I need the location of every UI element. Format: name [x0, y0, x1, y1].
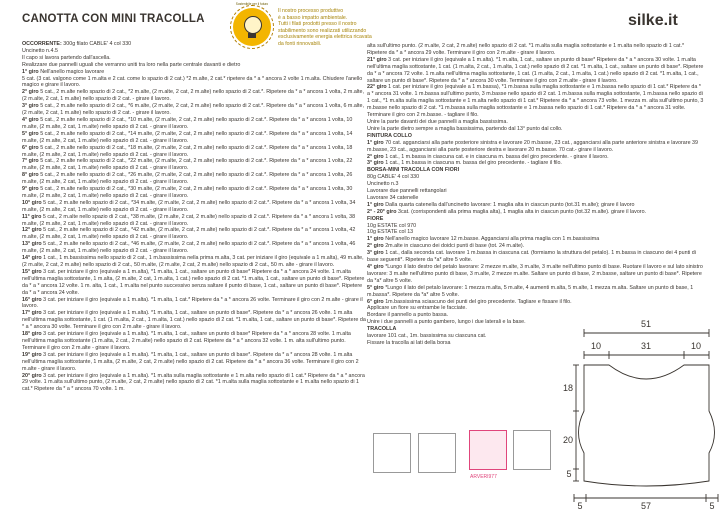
- instruction-row: alta sull'ultimo punto. (2 m.alte, 2 cat, 2 m.alte) nello spazio di 2 cat. *1 m.alta sulla maglia sottostante e 1 m.alta nello spazio di 1 cat.* Ripetere da * a * ancora 29 volte. Terminare il giro con 2 m.alte - girare il lavoro.: [367, 43, 685, 56]
- materials: OCCORRENTE: 300g filato CABLE' 4 col 330 Uncinetto n.4.5 Il capo si lavora partendo dall'ascella. Realizzare due pannelli uguali che verranno uniti tra loro nella parte centrale davanti e dietro 1° giro Nell'anello magico lavorare 5 cat. (3 cat. valgono come 1 m.alta e 2 cat. come lo spazio di 2 cat.) *2 m.alte, 2 cat.* ripetere da * a * ancora 2 volte 1 m.alta. Chiudere l'anello magico e girare il lavoro. 2° giro 5 cat., 2 m.alte nello spazio di 2 cat., *2 m.alte, (2 m.alte, 2 cat, 2 m.alte) nello spazio di 2 cat.*. Ripetere da * a * ancora 1 volta, 2 m.alte, (2 m.alte, 2 cat, 1 m.alte) nello spazio di 2 cat. - girare il lavoro. 3° giro 5 cat., 2 m.alte nello spazio di 2 cat., *6 m.alte, (2 m.alte, 2 cat, 2 m.alte) nello spazio di 2 cat.*. Ripetere da * a * ancora 1 volta, 6 m.alte, (2 m.alte, 2 cat, 1 m.alte) nello spazio di 2 cat. - girare il lavoro. 4° giro 5 cat., 2 m.alte nello spazio di 2 cat., *10 m.alte, (2 m.alte, 2 cat, 2 m.alte) nello spazio di 2 cat.*. Ripetere da * a * ancora 1 volta, 10 m.alte, (2 m.alte, 2 cat, 1 m.alte) nello spazio di 2 cat. - girare il lavoro. 5° giro 5 cat., 2 m.alte nello spazio di 2 cat., *14 m.alte, (2 m.alte, 2 cat, 2 m.alte) nello spazio di 2 cat.*. Ripetere da * a * ancora 1 volta, 14 m.alte, (2 m.alte, 2 cat, 1 m.alte) nello spazio di 2 cat. - girare il lavoro. 6° giro 5 cat., 2 m.alte nello spazio di 2 cat., *18 m.alte, (2 m.alte, 2 cat, 2 m.alte) nello spazio di 2 cat.*. Ripetere da * a * ancora 1 volta, 18 m.alte, (2 m.alte, 2 cat, 1 m.alte) nello spazio di 2 cat. - girare il lavoro. 7° giro 5 cat., 2 m.alte nello spazio di 2 cat., *22 m.alte, (2 m.alte, 2 cat, 2 m.alte) nello spazio di 2 cat.*. Ripetere da * a * ancora 1 volta, 22 m.alte, (2 m.alte, 2 cat, 1 m.alte) nello spazio di 2 cat. - girare il lavoro. 8° giro 5 cat., 2 m.alte nello spazio di 2 cat., *26 m.alte, (2 m.alte, 2 cat, 2 m.alte) nello spazio di 2 cat.*. Ripetere da * a * ancora 1 volta, 26 m.alte, (2 m.alte, 2 cat, 1 m.alte) nello spazio di 2 cat. - girare il lavoro. 9° giro 5 cat., 2 m.alte nello spazio di 2 cat., *30 m.alte, (2 m.alte, 2 cat, 2 m.alte) nello spazio di 2 cat.*. Ripetere da * a * ancora 1 volta, 30 m.alte, (2 m.alte, 2 cat, 1 m.alte) nello spazio di 2 cat. - girare il lavoro. 10° giro 5 cat., 2 m.alte nello spazio di 2 cat., *34 m.alte, (2 m.alte, 2 cat, 2 m.alte) nello spazio di 2 cat.*. Ripetere da * a * ancora 1 volta, 34 m.alte, (2 m.alte, 2 cat, 1 m.alte) nello spazio di 2 cat. - girare il lavoro. 11° giro 5 cat., 2 m.alte nello spazio di 2 cat., *38 m.alte, (2 m.alte, 2 cat, 2 m.alte) nello spazio di 2 cat.*. Ripetere da * a * ancora 1 volta, 38 m.alte, (2 m.alte, 2 cat, 1 m.alte) nello spazio di 2 cat. - girare il lavoro. 12° giro 5 cat., 2 m.alte nello spazio di 2 cat., *42 m.alte, (2 m.alte, 2 cat, 2 m.alte) nello spazio di 2 cat.*. Ripetere da * a * ancora 1 volta, 42 m.alte, (2 m.alte, 2 cat, 1 m.alte) nello spazio di 2 cat. - girare il lavoro. 13° giro 5 cat., 2 m.alte nello spazio di 2 cat., *46 m.alte, (2 m.alte, 2 cat, 2 m.alte) nello spazio di 2 cat.*. Ripetere da * a * ancora 1 volta, 46 m.alte, (2 m.alte, 2 cat, 1 m.alte) nello spazio di 2 cat. - girare il lavoro. 14° giro 1 cat., 1 m.bassissima nello spazio di 2 cat., 1 m.bassissima nella prima m.alta, 3 cat. per iniziare il giro (equivale a 1 m.alta), 49 m.alte, (2 m.alte, 2 cat, 2 m.alte) nello spazio di 2 cat., 50 m.alte, (2 m.alte, 2 cat, 2 m.alte) nello spazio di 2 cat., 50 m. alte - girare il lavoro. 15° giro 3 cat. per iniziare il giro (equivale a 1 m.alta), *1 m.alta, 1 cat., saltare un punto di base* Ripetere da * a * ancora 24 volte. 1 m.alta nell'ultima maglia sottostante, 1 m.alta, (2 m.alte, 2 cat, 1 m.alta, 1 cat.) nello spazio di 2 cat. *1 m.alta, 1 cat., saltare un punto di base*. Ripetere da * a * ancora 12 volte. 1 m. alta, 1 cat., 1 m.alta nel punto successivo senza saltare il punto di base, 1 cat., saltare un punto di base*. Ripetere da * a * ancora 24 volte. 16° giro 3 cat. per iniziare il giro (equivale a 1 m.alta). *1 m.alta, 1 cat.* Ripetere da * a * ancora 26 volte. Terminare il giro con 2 m.alte - girare il lavoro. 17° giro 3 cat. per iniziare il giro (equivale a 1 m.alta). *1 m.alta, 1 cat., saltare un punto di base*. Ripetere da * a * ancora 26 volte. 1 m.alta nell'ultima maglia sottostante, 1 cat. (1 m.alta, 2 cat., 1 m.alta, 1 cat.) nello spazio di 2 cat. *1 m.alta, 1 cat., saltare un punto di base*. Ripetere da * a * ancora 30 volte. Terminare il giro con 2 m.alte - girare il lavoro. 18° giro 3 cat. per iniziare il giro (equivale a 1 m.alta). *1 m.alta, 1 cat., saltare un punto di base* Ripetere da * a * ancora 28 volte. 1 m.alta nell'ultima maglia sottostante (1 m.alta, 2 cat., 2 m.alte) nello spazio di 2 cat. Ripetere da * a * ancora 32 volte. 1 m. alta sull'ultimo punto. Terminare il giro con 2 m.alte - girare il lavoro. 19° giro 3 cat. per iniziare il giro (equivale a 1 m.alta). *1 m.alta, 1 cat., saltare un punto di base*. Ripetere da * a * ancora 28 volte. 1 m.alta nell'ultima maglia sottostante, 1 m.alta, (2 m.alte, 2 cat, 2 m.alte) nello spazio di 2 cat. Ripetere da * a * ancora 36 volte. Terminare il giro con 2 m.alte - girare il lavoro. 20° giro 3 cat. per iniziare il giro (equivale a 1 m.alta). *1 m.alta sulla maglia sottostante e 1 m.alta nello spazio di 1 cat.* Ripetere da * a * ancora 29 volte. 1 m.alta sull'ultimo punto, (2 m.alte, 2 cat, 2 m.alte) nello spazio di 2 cat. *1 m.alta sulla maglia sottostante e 1 m.alta nello spazio di 1 cat.* Ripetere da * a * ancora 70 volte. 1 m.: [22, 41, 366, 393]
- instructions-left: [22, 69, 367, 394]
- instruction-row: Lavorare due pannelli rettangolari: [367, 188, 447, 195]
- instruction-row: Unire la parte dietro sempre a maglia bassissima, partendo dal 13° punto dal collo.: [367, 125, 563, 132]
- instruction-row: Bordare il pannello a punto bassa.: [367, 312, 449, 319]
- sustainability-note: Il nostro processo produttivo è a basso impatto ambientale. Tutti i filati prodotti presso il nostro stabilimento sono realizzati utilizzando esclusivamente energia elettrica ricavata da fonti rinnovabili.: [278, 8, 372, 47]
- section-heading: BORSA-MINI TRACOLLA CON FIORI: [367, 167, 460, 174]
- instruction-row: 7° giro 5 cat., 2 m.alte nello spazio di 2 cat., *22 m.alte, (2 m.alte, 2 cat, 2 m.alte) nello spazio di 2 cat.*. Ripetere da * a * ancora 1 volta, 22 m.alte, (2 m.alte, 2 cat, 1 m.alte) nello spazio di 2 cat. - girare il lavoro.: [22, 158, 353, 172]
- section-heading: FINITURA COLLO: [367, 132, 412, 139]
- instruction-row: Lavorare 34 catenelle: [367, 194, 419, 201]
- instruction-row: 5° giro *Lungo il lato del petalo lavorare: 1 mezza m.alta, 5 m.alte, 4 aumenti m.alta, 5 m.alte, 1 mezza m.alta. Saltare un punto di base, 1 m.bassa*. Ripetere da *a* altre 5 volte.: [367, 284, 694, 298]
- instruction-row: 10g ESTATE col 970: [367, 222, 417, 229]
- instruction-row: 10° giro 5 cat., 2 m.alte nello spazio di 2 cat., *34 m.alte, (2 m.alte, 2 cat, 2 m.alte) nello spazio di 2 cat.*. Ripetere da * a * ancora 1 volta, 34 m.alte, (2 m.alte, 2 cat, 1 m.alte) nello spazio di 2 cat. - girare il lavoro.: [22, 199, 356, 213]
- section-heading: TRACOLLA: [367, 326, 397, 333]
- instruction-row: 9° giro 5 cat., 2 m.alte nello spazio di 2 cat., *30 m.alte, (2 m.alte, 2 cat, 2 m.alte) nello spazio di 2 cat.*. Ripetere da * a * ancora 1 volta, 30 m.alte, (2 m.alte, 2 cat, 1 m.alte) nello spazio di 2 cat. - girare il lavoro.: [22, 186, 353, 199]
- instruction-row: lavorare 101 cat., 1m. bassissima su ciascuna cat.: [367, 333, 487, 340]
- instagram-qr-code[interactable]: [469, 430, 507, 470]
- dim-shoulder-right: 10: [690, 341, 702, 351]
- instruction-row: 20° giro 3 cat. per iniziare il giro (equivale a 1 m.alta). *1 m.alta sulla maglia sottostante e 1 m.alta nello spazio di 1 cat.* Ripetere da * a * ancora 29 volte. 1 m.alta sull'ultimo punto, (2 m.alte, 2 cat, 2 m.alte) nello spazio di 2 cat. *1 m.alta sulla maglia sottostante e 1 m.alta nello spazio di 1 cat.* Ripetere da * a * ancora 70 volte. 1 m.: [22, 372, 365, 393]
- dim-shoulder-left: 10: [590, 341, 602, 351]
- instruction-row: 10g ESTATE col 13: [367, 229, 414, 236]
- qr-code-1[interactable]: [373, 433, 411, 473]
- dim-armhole: 18: [562, 383, 574, 393]
- section-heading: FIORE: [367, 215, 384, 222]
- instruction-row: 17° giro 3 cat. per iniziare il giro (equivale a 1 m.alta). *1 m.alta, 1 cat., saltare un punto di base*. Ripetere da * a * ancora 26 volte. 1 m.alta nell'ultima maglia sottostante, 1 cat. (1 m.alta, 2 cat., 1 m.alta, 1 cat.) nello spazio di 2 cat. *1 m.alta, 1 cat., saltare un punto di base*. Ripetere da * a * ancora 30 volte. Terminare il giro con 2 m.alte - girare il lavoro.: [22, 310, 366, 331]
- instruction-row: Applicare un fiore su entrambe le facciate.: [367, 305, 467, 312]
- dim-neck: 31: [640, 341, 652, 351]
- instruction-row: 8° giro 5 cat., 2 m.alte nello spazio di 2 cat., *26 m.alte, (2 m.alte, 2 cat, 2 m.alte) nello spazio di 2 cat.*. Ripetere da * a * ancora 1 volta, 26 m.alte, (2 m.alte, 2 cat, 1 m.alte) nello spazio di 2 cat. - girare il lavoro.: [22, 172, 353, 186]
- dim-top-width: 51: [640, 319, 652, 329]
- qr-code-3[interactable]: [513, 430, 551, 470]
- sustainability-badge: Sostenibile per il futuro: [233, 8, 271, 46]
- instruction-row: 1° giro Nell'anello magico lavorare: [22, 68, 105, 75]
- instruction-row: 5° giro 5 cat., 2 m.alte nello spazio di 2 cat., *14 m.alte, (2 m.alte, 2 cat, 2 m.alte) nello spazio di 2 cat.*. Ripetere da * a * ancora 1 volta, 14 m.alte, (2 m.alte, 2 cat, 1 m.alte) nello spazio di 2 cat. - girare il lavoro.: [22, 130, 353, 144]
- dim-hem-right: 5: [709, 501, 715, 509]
- dim-hem-center: 57: [640, 501, 652, 509]
- instruction-row: Fissare la tracolla ai lati della borsa: [367, 339, 451, 346]
- instruction-row: Unire i due pannelli a punto gambero, lungo i due laterali e la base.: [367, 319, 526, 326]
- instruction-row: 19° giro 3 cat. per iniziare il giro (equivale a 1 m.alta). *1 m.alta, 1 cat., saltare un punto di base*. Ripetere da * a * ancora 28 volte. 1 m.alta nell'ultima maglia sottostante, 1 m.alta, (2 m.alte, 2 cat, 2 m.alte) nello spazio di 2 cat. Ripetere da * a * ancora 36 volte. Terminare il giro con 2 m.alte - girare il lavoro.: [22, 351, 359, 372]
- instruction-row: 4° giro 5 cat., 2 m.alte nello spazio di 2 cat., *10 m.alte, (2 m.alte, 2 cat, 2 m.alte) nello spazio di 2 cat.*. Ripetere da * a * ancora 1 volta, 10 m.alte, (2 m.alte, 2 cat, 1 m.alte) nello spazio di 2 cat. - girare il lavoro.: [22, 116, 353, 130]
- instruction-row: 18° giro 3 cat. per iniziare il giro (equivale a 1 m.alta). *1 m.alta, 1 cat., saltare un punto di base* Ripetere da * a * ancora 28 volte. 1 m.alta nell'ultima maglia sottostante (1 m.alta, 2 cat., 2 m.alte) nello spazio di 2 cat. Ripetere da * a * ancora 32 volte. 1 m. alta sull'ultimo punto. Terminare il giro con 2 m.alte - girare il lavoro.: [22, 331, 351, 351]
- dim-body: 20: [562, 435, 574, 445]
- instruction-row: 21° giro 3 cat. per iniziare il giro (equivale a 1 m.alta). *1 m.alta, 1 cat., saltare un punto di base* Ripetere da * a * ancora 30 volte. 1 m.alta nell'ultima maglia sottostante, 1 cat. (1 m.alta, 2 cat., 1 m.alta, 1 cat.) nello spazio di 2 cat. *1 m.alta, 1 cat., saltare un punto di base*. Ripetere da * a * ancora 72 volte. 1 m.alta nell'ultima maglia sottostante, 1 cat. (1 m.alta, 2 cat., 1 m.alta, 1 cat.) nello spazio di 2 cat. *1 m.alta, 1 cat., saltare un punto di base*. Ripetere da * a * ancora 30 volte. Terminare il giro con 2 m.alte - girare il lavoro.: [367, 56, 704, 84]
- instruction-row: 2° giro 1 cat., 1 m.bassa in ciascuna cat. e in ciascuna m. bassa del giro precedente. - girare il lavoro.: [367, 153, 609, 160]
- qr-caption: ARVERI977: [470, 474, 497, 480]
- instruction-row: 3° giro 5 cat., 2 m.alte nello spazio di 2 cat., *6 m.alte, (2 m.alte, 2 cat, 2 m.alte) nello spazio di 2 cat.*. Ripetere da * a * ancora 1 volta, 6 m.alte, (2 m.alte, 2 cat, 1 m.alte) nello spazio di 2 cat. - girare il lavoro.: [22, 103, 364, 117]
- instruction-row: 1° giro Dalla quarta catenella dall'uncinetto lavorare: 1 maglia alta in ciascun punto (tot.31 m.alte); girare il lavoro: [367, 201, 635, 208]
- dim-side: 5: [566, 469, 572, 479]
- instruction-row: 11° giro 5 cat., 2 m.alte nello spazio di 2 cat., *38 m.alte, (2 m.alte, 2 cat, 2 m.alte) nello spazio di 2 cat.*. Ripetere da * a * ancora 1 volta, 38 m.alte, (2 m.alte, 2 cat, 1 m.alte) nello spazio di 2 cat. - girare il lavoro.: [22, 213, 356, 227]
- instruction-row: 15° giro 3 cat. per iniziare il giro (equivale a 1 m.alta), *1 m.alta, 1 cat., saltare un punto di base* Ripetere da * a * ancora 24 volte. 1 m.alta nell'ultima maglia sottostante, 1 m.alta, (2 m.alte, 2 cat, 1 m.alta, 1 cat.) nello spazio di 2 cat. *1 m.alta, 1 cat., saltare un punto di base*. Ripetere da * a * ancora 12 volte. 1 m. alta, 1 cat., 1 m.alta nel punto successivo senza saltare il punto di base, 1 cat., saltare un punto di base*. Ripetere da * a * ancora 24 volte.: [22, 268, 365, 296]
- instruction-row: 1° giro 70 cat. agganciarsi alla parte posteriore sinistra e lavorare 20 m.basse, 23 cat., agganciarsi alla parte anteriore sinistra e lavorare 39 m.basse, 23 cat., agganciarsi alla parte posteriore destra e lavorare 20 m.basse. 70 cat.- girare il lavoro.: [367, 139, 698, 153]
- qr-code-2[interactable]: [418, 433, 456, 473]
- instruction-row: 16° giro 3 cat. per iniziare il giro (equivale a 1 m.alta). *1 m.alta, 1 cat.* Ripetere da * a * ancora 26 volte. Terminare il giro con 2 m.alte - girare il lavoro.: [22, 296, 363, 310]
- instruction-row: 5 cat. (3 cat. valgono come 1 m.alta e 2 cat. come lo spazio di 2 cat.) *2 m.alte, 2 cat.* ripetere da * a * ancora 2 volte 1 m.alta. Chiudere l'anello magico e girare il lavoro.: [22, 75, 363, 89]
- instruction-row: 80g CABLE' 4 col 330: [367, 174, 420, 181]
- dim-hem-left: 5: [577, 501, 583, 509]
- instruction-row: Unire la parte davanti dei due pannelli a maglia bassissima.: [367, 118, 508, 125]
- garment-diagram: [562, 313, 720, 509]
- instruction-row: 6° giro 5 cat., 2 m.alte nello spazio di 2 cat., *18 m.alte, (2 m.alte, 2 cat, 2 m.alte) nello spazio di 2 cat.*. Ripetere da * a * ancora 1 volta, 18 m.alte, (2 m.alte, 2 cat, 1 m.alte) nello spazio di 2 cat. - girare il lavoro.: [22, 144, 353, 158]
- instruction-row: 12° giro 5 cat., 2 m.alte nello spazio di 2 cat., *42 m.alte, (2 m.alte, 2 cat, 2 m.alte) nello spazio di 2 cat.*. Ripetere da * a * ancora 1 volta, 42 m.alte, (2 m.alte, 2 cat, 1 m.alte) nello spazio di 2 cat. - girare il lavoro.: [22, 227, 356, 241]
- instruction-row: 14° giro 1 cat., 1 m.bassissima nello spazio di 2 cat., 1 m.bassissima nella prima m.alta, 3 cat. per iniziare il giro (equivale a 1 m.alta), 49 m.alte, (2 m.alte, 2 cat, 2 m.alte) nello spazio di 2 cat., 50 m.alte, (2 m.alte, 2 cat, 2 m.alte) nello spazio di 2 cat., 50 m. alte - girare il lavoro.: [22, 255, 364, 268]
- instruction-row: 13° giro 5 cat., 2 m.alte nello spazio di 2 cat., *46 m.alte, (2 m.alte, 2 cat, 2 m.alte) nello spazio di 2 cat.*. Ripetere da * a * ancora 1 volta, 46 m.alte, (2 m.alte, 2 cat, 1 m.alte) nello spazio di 2 cat. - girare il lavoro.: [22, 241, 356, 255]
- instruction-row: 2° giro 2m.alte in ciascuno dei doidci punti di base (tot. 24 m.alte).: [367, 243, 525, 250]
- instruction-row: 6° giro 1m.bassissima sciascuno dei punti del giro precedente. Tagliare e fissare il filo.: [367, 298, 572, 305]
- instruction-row: 2° giro 5 cat., 2 m.alte nello spazio di 2 cat., *2 m.alte, (2 m.alte, 2 cat, 2 m.alte) nello spazio di 2 cat.*. Ripetere da * a * ancora 1 volta, 2 m.alte, (2 m.alte, 2 cat, 1 m.alte) nello spazio di 2 cat. - girare il lavoro.: [22, 89, 364, 103]
- instruction-row: 1° giro Nell'anello magico lavorare 12 m.basse. Agganciarsi alla prima maglia con 1 m.bassissima: [367, 236, 600, 243]
- instruction-row: 4° giro *Lungo il lato destro del petalo lavorare: 2 mezze m.alte, 3 m.alte, 3 m.alte nell'ultimo punto di base. Ruotare il lavoro e sul lato sinistro lavorare: 3 m.alte nell'ultimo punto di base, 3 m.alte, 2 mezze m.alte. Saltare un punto di base, 2 m.basse, saltare un punto di base*. Ripetere da *a* altre 5 volte.: [367, 264, 703, 284]
- instruction-row: Uncinetto n.3: [367, 181, 399, 188]
- instructions-right: [367, 43, 705, 347]
- brand-logo[interactable]: silke.it: [628, 12, 678, 29]
- instruction-row: 22° giro 1 cat. per iniziare il giro (equivale a 1 m.bassa), *1 m.bassa sulla maglia sottostante e 1 m.bassa nello spazio di 1 cat.* Ripetere da * a * ancora 31 volte. 1 m.bassa sull'ultimo punto, 3 m.basse nello spazio di 2 cat. 1 m.bassa sulla maglia sottostante, 1 m.bassa nello spazio di 1 cat., *1 m.alta sulla maglia sottostante e 1 m.alta nello spazio di 1 cat.* Ripetere da * a * ancora 73 volte. 1 mezza m. alta sull'ultimo punto, 3 m.basse nello spazio di 2 cat. *1 m.bassa sulla maglia sottostante e 1 m.bassa nello spazio di 1 cat.* Ripetere da * a * ancora 31 volte. Terminare il giro con 2 m.basse. - tagliare il filo.: [367, 84, 704, 119]
- instruction-row: 2° - 20° giro 3cat. (corrispondenti alla prima maglia alta), 1 maglia alta in ciascun punto (tot.32 m.alte). girare il lavoro.: [367, 208, 647, 215]
- lightbulb-icon: [244, 16, 262, 34]
- page-title: CANOTTA CON MINI TRACOLLA: [22, 13, 205, 25]
- instruction-row: 3° giro 1 cat., 1 m.bassa in ciascuna m. bassa del giro precedente. - tagliare il filo.: [367, 160, 562, 167]
- instruction-row: 3° giro 1 cat., dalla seconda cat. lavorare 1 m.bassa in ciascuna cat. (formiamo la struttura del petalo). 1 m.bassa in ciascuno dei 4 punti di base seguenti*. Ripetere da *a* altre 5 volte.: [367, 250, 696, 264]
